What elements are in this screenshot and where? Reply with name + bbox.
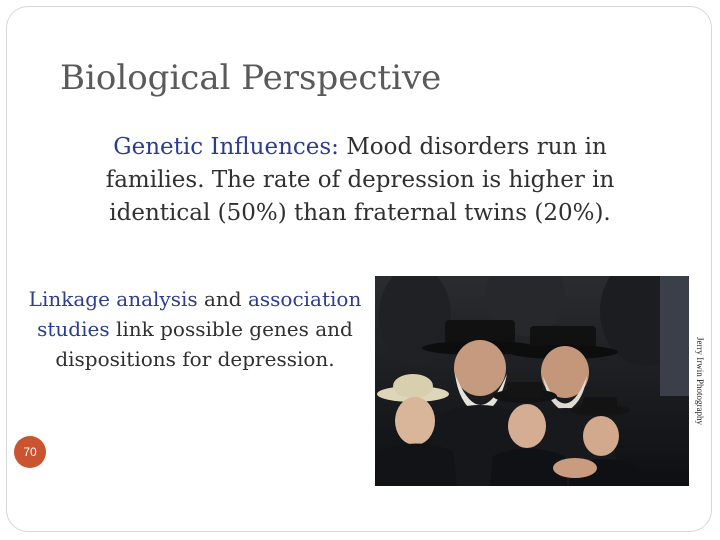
genetic-influences-paragraph (70, 131, 650, 230)
genetic-influences-text: Mood disorders run in families. The rate of depression is higher in identical (50%) than fraternal twins (20%). (105, 134, 615, 226)
linkage-paragraph (20, 284, 370, 374)
slide-title: Biological Perspective (60, 58, 442, 98)
linkage-analysis-term: Linkage analysis (28, 287, 198, 311)
association-studies-term: association studies (37, 287, 362, 341)
page-number-badge (14, 436, 46, 468)
photo-credit (693, 276, 707, 486)
genetic-influences-term: Genetic Influences: (113, 134, 339, 160)
photo-illustration (375, 276, 689, 486)
linkage-rest-text: link possible genes and dispositions for depression. (55, 317, 353, 371)
linkage-and-text: and (197, 287, 248, 311)
amish-men-photo (375, 276, 689, 486)
page-number: 70 (23, 445, 37, 459)
photo-credit-text: Jerry Irwin Photography (695, 337, 705, 425)
